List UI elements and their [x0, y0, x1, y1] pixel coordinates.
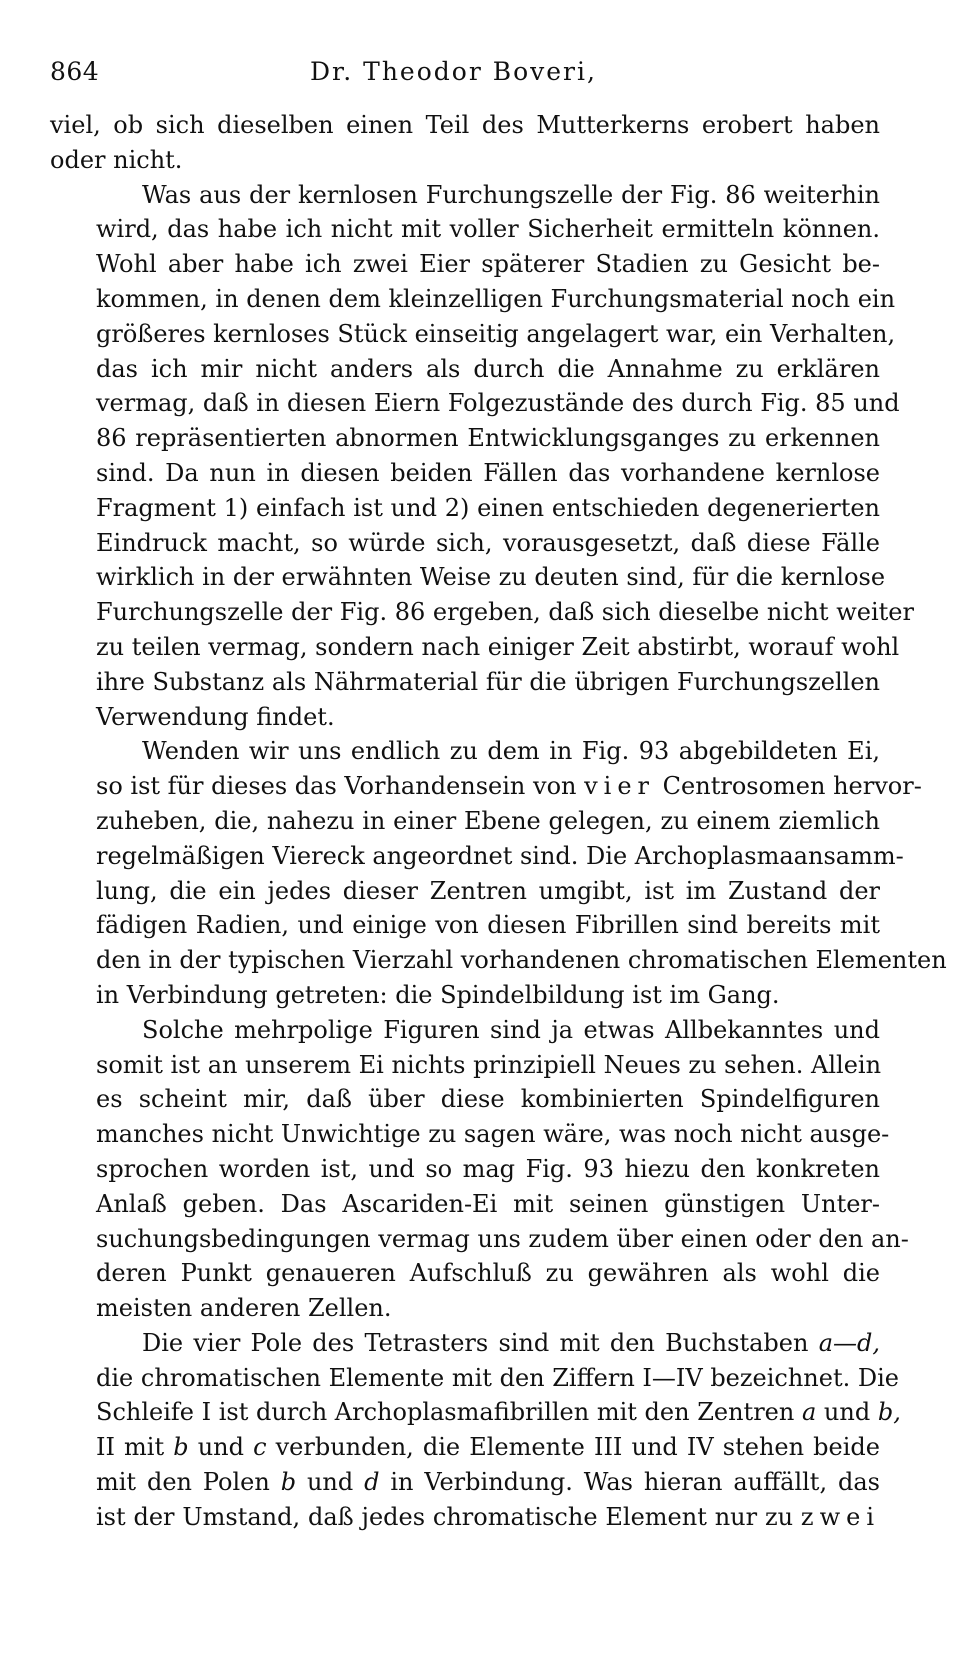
text-line: Solche mehrpolige Figuren sind ja etwas Allbekanntes und	[142, 1015, 880, 1044]
spaced-emphasis: zwei	[800, 1502, 880, 1531]
text-segment: in Verbindung. Was hieran auffällt, das	[390, 1468, 880, 1497]
text-segment: Schleife I ist durch Archoplasmafibrillen mit den Zentren	[96, 1398, 795, 1427]
paragraph-5	[50, 1326, 901, 1535]
text-segment: verbunden, die Elemente III und IV stehen beide	[275, 1433, 880, 1462]
text-segment: und	[823, 1398, 871, 1427]
text-line: vermag, daß in diesen Eiern Folgezustände des durch Fig. 85 und	[96, 389, 900, 418]
text-line: manches nicht Unwichtige zu sagen wäre, was noch nicht ausge-	[96, 1120, 890, 1149]
text-line	[50, 1430, 880, 1465]
text-line: deren Punkt genaueren Aufschluß zu gewähren als wohl die	[96, 1259, 880, 1288]
text-segment: ist der Umstand, daß jedes chromatische Element nur zu	[96, 1502, 794, 1531]
text-line: viel, ob sich dieselben einen Teil des Mutterkerns erobert haben	[50, 111, 880, 139]
running-head: Dr. Theodor Boveri,	[310, 57, 597, 86]
italic-letters: a—d,	[818, 1328, 880, 1357]
text-line: sprochen worden ist, und so mag Fig. 93 hiezu den konkreten	[96, 1154, 880, 1183]
text-segment: II mit	[96, 1433, 165, 1462]
text-line	[50, 1326, 880, 1361]
text-line: Verwendung findet.	[96, 702, 335, 731]
paragraph-4	[50, 1013, 909, 1326]
text-segment: mit den Polen	[96, 1468, 270, 1497]
text-line: regelmäßigen Viereck angeordnet sind. Die Archoplasmaansamm-	[96, 841, 904, 870]
text-line	[50, 769, 922, 804]
body-text	[50, 108, 947, 1535]
text-line: es scheint mir, daß über diese kombinierten Spindelfiguren	[96, 1085, 880, 1114]
text-line: größeres kernloses Stück einseitig angelagert war, ein Verhalten,	[96, 319, 896, 348]
text-line: Was aus der kernlosen Furchungszelle der Fig. 86 weiterhin	[142, 180, 880, 209]
text-segment: und	[306, 1468, 354, 1497]
text-line: 86 repräsentierten abnormen Entwicklungsganges zu erkennen	[96, 424, 880, 453]
text-line: Eindruck macht, so würde sich, vorausgesetzt, daß diese Fälle	[96, 528, 880, 557]
text-line: suchungsbedingungen vermag uns zudem über einen oder den an-	[96, 1224, 909, 1253]
italic-letter: b,	[877, 1398, 901, 1427]
text-line: den in der typischen Vierzahl vorhandenen chromatischen Elementen	[96, 946, 947, 975]
text-segment: und	[197, 1433, 244, 1462]
text-segment: so ist für dieses das Vorhandensein von	[96, 772, 577, 801]
text-line: Fragment 1) einfach ist und 2) einen entschieden degenerierten	[96, 493, 880, 522]
text-line: fädigen Radien, und einige von diesen Fibrillen sind bereits mit	[96, 911, 880, 940]
text-line: somit ist an unserem Ei nichts prinzipiell Neues zu sehen. Allein	[96, 1050, 882, 1079]
italic-letter: c	[253, 1433, 267, 1462]
page-number: 864	[50, 57, 100, 86]
text-segment: Centrosomen hervor-	[662, 772, 922, 801]
text-line: das ich mir nicht anders als durch die Annahme zu erklären	[96, 354, 880, 383]
text-line: ihre Substanz als Nährmaterial für die übrigen Furchungszellen	[96, 667, 880, 696]
text-line: Anlaß geben. Das Ascariden-Ei mit seinen günstigen Unter-	[96, 1189, 880, 1218]
text-line	[50, 1465, 880, 1500]
text-line: zuheben, die, nahezu in einer Ebene gelegen, zu einem ziemlich	[96, 806, 880, 835]
text-segment: Die vier Pole des Tetrasters sind mit den Buchstaben	[142, 1328, 809, 1357]
text-line	[50, 1500, 880, 1535]
text-line	[50, 1395, 901, 1430]
text-line: Wohl aber habe ich zwei Eier späterer Stadien zu Gesicht be-	[96, 250, 880, 279]
text-line: wird, das habe ich nicht mit voller Sicherheit ermitteln können.	[96, 215, 880, 244]
spaced-emphasis: vier	[584, 772, 656, 801]
text-line: kommen, in denen dem kleinzelligen Furchungsmaterial noch ein	[96, 284, 896, 313]
italic-letter: b	[173, 1433, 189, 1462]
text-line: meisten anderen Zellen.	[96, 1294, 392, 1323]
italic-letter: d	[364, 1468, 380, 1497]
text-line: oder nicht.	[50, 145, 183, 174]
text-line: in Verbindung getreten: die Spindelbildung ist im Gang.	[96, 980, 780, 1009]
text-line: zu teilen vermag, sondern nach einiger Zeit abstirbt, worauf wohl	[96, 632, 900, 661]
text-line: Furchungszelle der Fig. 86 ergeben, daß sich dieselbe nicht weiter	[96, 598, 914, 627]
page-header	[50, 52, 880, 92]
paragraph-1	[50, 108, 880, 178]
italic-letter: b	[280, 1468, 297, 1497]
text-line: Wenden wir uns endlich zu dem in Fig. 93 abgebildeten Ei,	[142, 737, 880, 766]
italic-letter: a	[801, 1398, 817, 1427]
text-line: die chromatischen Elemente mit den Ziffern I—IV bezeichnet. Die	[96, 1363, 899, 1392]
text-line: wirklich in der erwähnten Weise zu deuten sind, für die kernlose	[96, 563, 886, 592]
paragraph-2	[50, 178, 914, 735]
paragraph-3	[50, 734, 947, 1012]
text-line: lung, die ein jedes dieser Zentren umgibt, ist im Zustand der	[96, 876, 880, 905]
text-line: sind. Da nun in diesen beiden Fällen das vorhandene kernlose	[96, 458, 880, 487]
